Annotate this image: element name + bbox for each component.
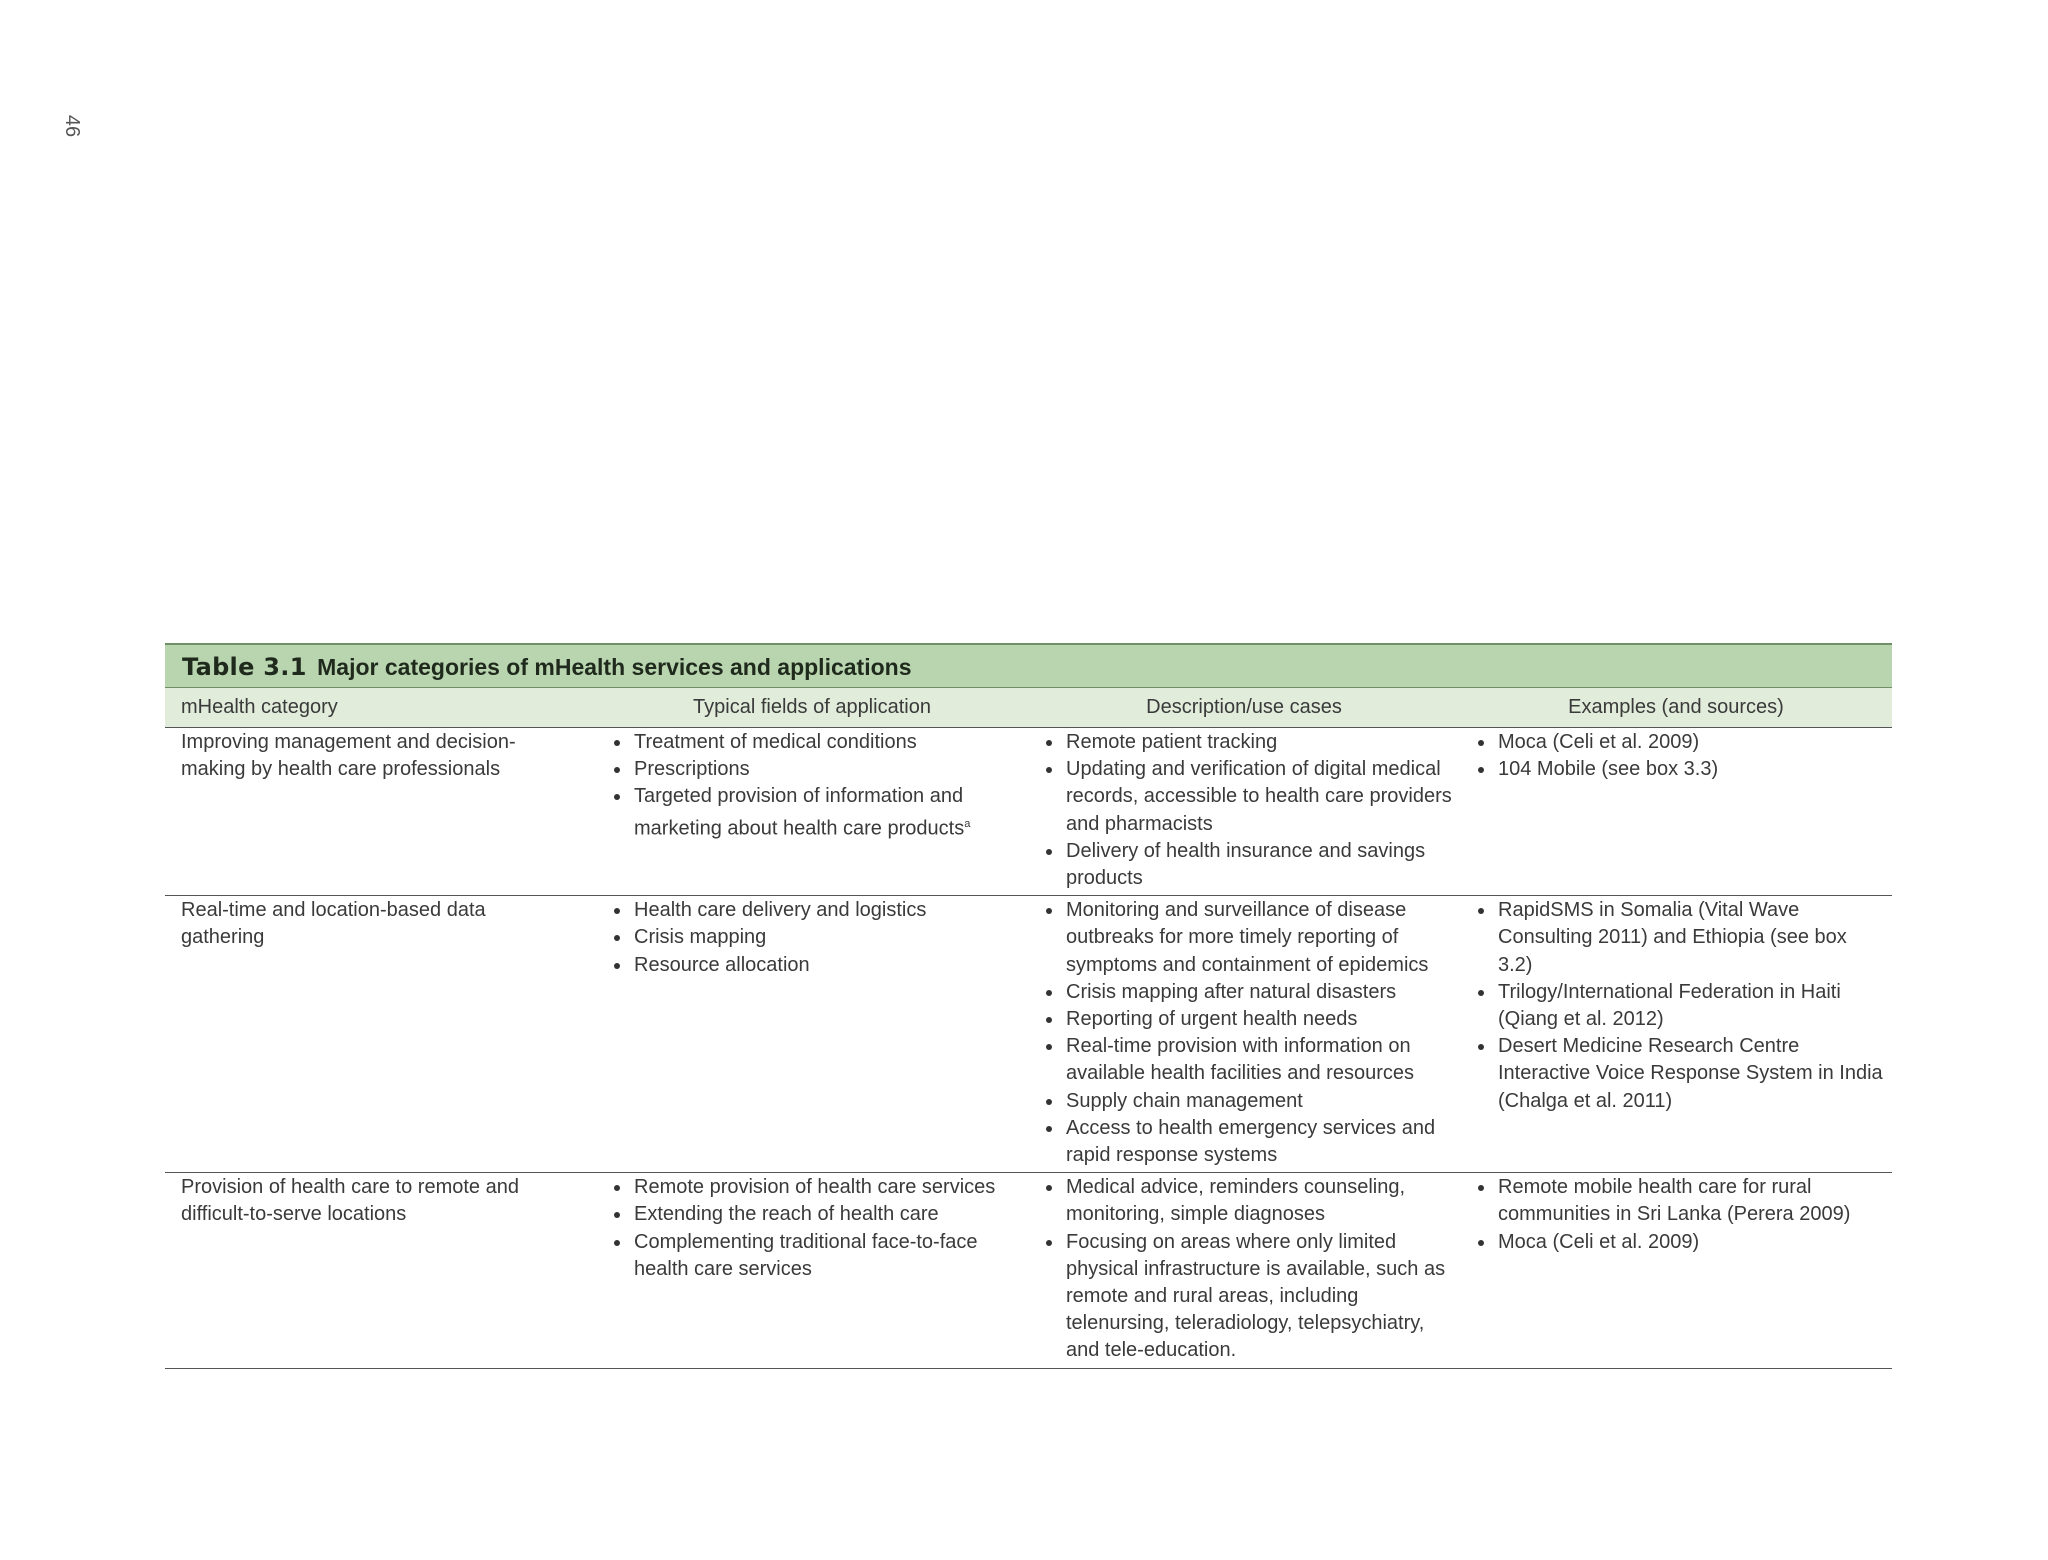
list-item: Reporting of urgent health needs (1044, 1006, 1454, 1033)
examples-cell (1460, 896, 1892, 1173)
header-examples: Examples (and sources) (1460, 688, 1892, 728)
category-cell: Real-time and location-based data gathering (165, 896, 596, 1173)
footnote-marker: a (964, 817, 971, 830)
description-cell (1028, 896, 1460, 1173)
list-item (612, 783, 1022, 842)
list-item: Supply chain management (1044, 1088, 1454, 1115)
description-cell (1028, 1173, 1460, 1368)
list-item: Access to health emergency services and rapid response systems (1044, 1115, 1454, 1169)
list-item: Medical advice, reminders counseling, monitoring, simple diagnoses (1044, 1174, 1454, 1228)
list-item: Crisis mapping after natural disasters (1044, 979, 1454, 1006)
table-row (165, 728, 1892, 896)
list-item: 104 Mobile (see box 3.3) (1476, 756, 1886, 783)
list-item: Health care delivery and logistics (612, 897, 1022, 924)
list-item: Prescriptions (612, 756, 1022, 783)
table-header-row (165, 688, 1892, 728)
list-item: Remote mobile health care for rural communities in Sri Lanka (Perera 2009) (1476, 1174, 1886, 1228)
list-item: Delivery of health insurance and savings products (1044, 838, 1454, 892)
list-item: Moca (Celi et al. 2009) (1476, 1229, 1886, 1256)
header-description: Description/use cases (1028, 688, 1460, 728)
list-item: Extending the reach of health care (612, 1201, 1022, 1228)
fields-cell (596, 1173, 1028, 1368)
table-title: Major categories of mHealth services and applications (317, 654, 912, 680)
list-item: Desert Medicine Research Centre Interactive Voice Response System in India (Chalga et al. 2011) (1476, 1033, 1886, 1115)
list-item: Treatment of medical conditions (612, 729, 1022, 756)
list-item: Focusing on areas where only limited physical infrastructure is available, such as remote and rural areas, including telenursing, teleradiology, telepsychiatry, and tele-education. (1044, 1229, 1454, 1365)
table-row (165, 896, 1892, 1173)
table-label: Table 3.1 (182, 653, 307, 681)
table-title-bar (165, 643, 1892, 688)
list-item: Resource allocation (612, 952, 1022, 979)
page-number: 46 (61, 114, 83, 138)
examples-cell (1460, 728, 1892, 896)
header-mhealth-category: mHealth category (165, 688, 596, 728)
category-cell: Improving management and decision-making by health care professionals (165, 728, 596, 896)
fields-cell (596, 728, 1028, 896)
list-item: Crisis mapping (612, 924, 1022, 951)
list-item: Trilogy/International Federation in Haiti (Qiang et al. 2012) (1476, 979, 1886, 1033)
list-item: Remote patient tracking (1044, 729, 1454, 756)
list-item: Remote provision of health care services (612, 1174, 1022, 1201)
description-cell (1028, 728, 1460, 896)
list-item: RapidSMS in Somalia (Vital Wave Consulting 2011) and Ethiopia (see box 3.2) (1476, 897, 1886, 979)
list-item: Moca (Celi et al. 2009) (1476, 729, 1886, 756)
list-item: Complementing traditional face-to-face health care services (612, 1229, 1022, 1283)
fields-cell (596, 896, 1028, 1173)
mhealth-table (165, 688, 1892, 1369)
list-item: Monitoring and surveillance of disease outbreaks for more timely reporting of symptoms and containment of epidemics (1044, 897, 1454, 979)
examples-cell (1460, 1173, 1892, 1368)
category-cell: Provision of health care to remote and difficult-to-serve locations (165, 1173, 596, 1368)
list-item-text: Targeted provision of information and marketing about health care products (634, 785, 965, 840)
table-3-1 (165, 643, 1892, 1369)
list-item: Updating and verification of digital medical records, accessible to health care providers and pharmacists (1044, 756, 1454, 838)
header-typical-fields: Typical fields of application (596, 688, 1028, 728)
table-row (165, 1173, 1892, 1368)
list-item: Real-time provision with information on available health facilities and resources (1044, 1033, 1454, 1087)
